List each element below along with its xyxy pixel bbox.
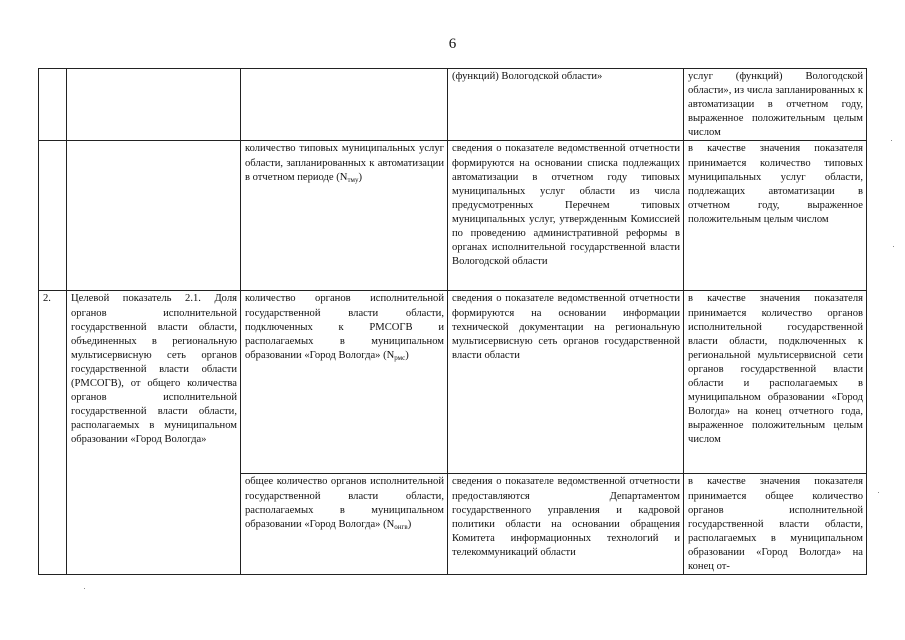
variable-subscript: онгв (394, 522, 408, 531)
variable-end: ) (405, 349, 409, 361)
cell-number (39, 141, 67, 291)
variable-subscript: тму (347, 175, 359, 184)
cell-variable-ongv (241, 474, 448, 575)
cell-method-tmu: в качестве значения показателя принимается количество типовых муниципальных услуг области, подлежащих автоматизации в отчетном году, выраженное положительным целым числом (684, 141, 867, 291)
cell-number (39, 69, 67, 141)
cell-method-rms: в качестве значения показателя принимается количество органов исполнительной государственной власти области, подключенных к региональной мультисервисной сети органов государственной власти области и располагаемых в муниципальном образовании «Город Вологда» на конец отчетного года, выраженное положительным целым числом (684, 291, 867, 474)
cell-indicator (67, 141, 241, 291)
variable-text: количество типовых муниципальных услуг области, запланированных к автоматизации в отчетном периоде (N (245, 143, 444, 183)
variable-end: ) (358, 171, 362, 183)
cell-variable (241, 69, 448, 141)
cell-source-ongv: сведения о показателе ведомственной отчетности предоставляются Департаментом государственного управления и кадровой политики области на основании обращения Комитета информационных технологий и телекоммуникаций области (448, 474, 684, 575)
variable-end: ) (407, 518, 412, 530)
cell-method-ongv: в качестве значения показателя принимается общее количество органов исполнительной государственной власти области, располагаемых в муниципальном образовании «Город Вологда» на конец от- (684, 474, 867, 575)
cell-source: (функций) Вологодской области» (448, 69, 684, 141)
cell-variable-tmu (241, 141, 448, 291)
variable-text: количество органов исполнительной государственной власти области, подключенных к РМСОГВ и располагаемых в муниципальном образовании «Город Вологда» (N (245, 293, 444, 361)
cell-method: услуг (функций) Вологодской области», из числа запланированных к автоматизации в отчетном году, выраженное положительным целым числом (684, 69, 867, 141)
cell-source-rms: сведения о показателе ведомственной отчетности формируются на основании информации технической документации на региональную мультисервисную сеть органов государственной власти области (448, 291, 684, 474)
page-number: 6 (448, 36, 457, 52)
cell-variable-rms (241, 291, 448, 474)
table-row-continuation (39, 69, 867, 141)
cell-indicator (67, 69, 241, 141)
scan-speck (893, 246, 894, 247)
table-row-rms (39, 291, 867, 474)
cell-source-tmu: сведения о показателе ведомственной отчетности формируются на основании списка подлежащих автоматизации в отчетном году типовых муниципальных услуг области из числа предусмотренных Перечнем типовых муниципальных услуг, утвержденным Комиссией по проведению административной реформы в органах исполнительной государственной власти Вологодской области (448, 141, 684, 291)
scan-speck (84, 588, 85, 589)
variable-text: общее количество органов исполнительной государственной власти области, располагаемых в муниципальном образовании «Город Вологда» (N (245, 476, 444, 530)
cell-row-number: 2. (39, 291, 67, 575)
variable-subscript: рмс (394, 353, 406, 362)
scan-speck (891, 140, 892, 141)
table-row-tmu (39, 141, 867, 291)
indicators-table (38, 68, 867, 575)
scan-speck (878, 492, 879, 493)
cell-target-indicator: Целевой показатель 2.1. Доля органов исполнительной государственной власти области, объединенных в региональную мультисервисную сеть органов государственной власти области (РМСОГВ), от общего количества органов исполнительной государственной власти области, располагаемых в муниципальном образовании «Город Вологда» (67, 291, 241, 575)
